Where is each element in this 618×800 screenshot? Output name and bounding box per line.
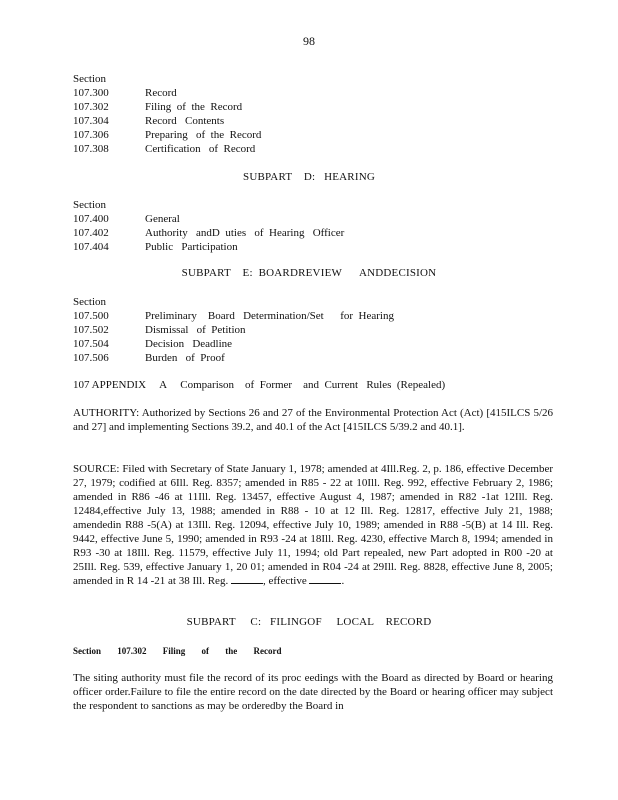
toc-title: Burden of Proof <box>145 352 225 364</box>
toc-num: 107.404 <box>73 241 109 253</box>
toc-row <box>73 226 344 240</box>
toc-num: 107.502 <box>73 324 109 336</box>
toc-section-label: Section <box>73 296 106 308</box>
toc-num: 107.306 <box>73 129 109 141</box>
source-paragraph <box>73 462 553 588</box>
section-heading-word: the <box>225 646 238 656</box>
toc-num: 107.308 <box>73 143 109 155</box>
toc-num: 107.304 <box>73 115 109 127</box>
subpart-e-heading: SUBPART E: BOARDREVIEW ANDDECISION <box>181 267 437 279</box>
page-number: 98 <box>303 34 315 48</box>
toc-num: 107.504 <box>73 338 109 350</box>
toc-title: Record <box>145 87 177 99</box>
toc-row <box>73 323 394 337</box>
toc-row <box>73 142 261 156</box>
toc-title: Decision Deadline <box>145 338 233 350</box>
toc-num: 107.402 <box>73 227 109 239</box>
section-heading <box>73 646 296 656</box>
toc-num: 107.500 <box>73 310 109 322</box>
toc-title: Preparing of the Record <box>145 129 262 141</box>
toc-title: Certification of Record <box>145 143 256 155</box>
section-heading-word: Record <box>253 646 282 656</box>
blank-underline <box>309 574 341 584</box>
section-heading-label: Section <box>73 646 101 656</box>
toc-subpart-d <box>73 198 344 254</box>
toc-title: Record Contents <box>145 115 225 127</box>
toc-title: Dismissal of Petition <box>145 324 246 336</box>
toc-row <box>73 337 394 351</box>
toc-row <box>73 309 394 323</box>
toc-title: Filing of the Record <box>145 101 243 113</box>
toc-section-label: Section <box>73 73 106 85</box>
subpart-d-heading: SUBPART D: HEARING <box>243 171 375 183</box>
toc-subpart-e <box>73 295 394 365</box>
toc-row <box>73 114 261 128</box>
section-heading-word: of <box>201 646 210 656</box>
source-text: SOURCE: Filed with Secretary of State January 1, 1978; amended at 4Ill.Reg. 2, p. 186, effective December 27, 1979; codified at 6Ill. Reg. 8357; amended in R85 - 22 at 10Ill. Reg. 992, effective February 2, 1986; amended in R86 -46 at 11Ill. Reg. 13457, effective August 4, 1987; amended in R82 -1at 12Ill. Reg. 12484,effective July 13, 1988; amended in R88 - 10 at 12 Ill. Reg. 12817, effective July 21, 1988; amendedin R88 -5(A) at 13Ill. Reg. 12094, effective July 10, 1989; amended in R88 -5(B) at 14 Ill. Reg. 9442, effective June 5, 1990; amended in R93 -24 at 18Ill. Reg. 4230, effective March 8, 1994; amended in R93 -30 at 18Ill. Reg. 11579, effective July 11, 1994; old Part repealed, new Part adopted in R00 -20 at 25Ill. Reg. 539, effective January 1, 20 01; amended in R04 -24 at 29Ill. Reg. 8828, effective June 8, 2005; amended in R 14 -21 at 38 Ill. Reg. <box>73 463 553 587</box>
subpart-c-heading: SUBPART C: FILINGOF LOCAL RECORD <box>186 616 432 628</box>
toc-row <box>73 128 261 142</box>
toc-row <box>73 212 344 226</box>
toc-section-label: Section <box>73 199 106 211</box>
toc-row <box>73 86 261 100</box>
body-paragraph: The siting authority must file the record of its proc eedings with the Board as directed by Board or hearing officer order.Failure to file the entire record on the date directed by the Board or hearing officer may subject the respondent to sanctions as may be orderedby the Board in <box>73 672 553 712</box>
toc-title: Preliminary Board Determination/Set for Hearing <box>145 310 394 322</box>
toc-num: 107.300 <box>73 87 109 99</box>
section-heading-word: Filing <box>162 646 186 656</box>
toc-num: 107.506 <box>73 352 109 364</box>
blank-underline <box>231 574 263 584</box>
authority-paragraph: AUTHORITY: Authorized by Sections 26 and 27 of the Environmental Protection Act (Act) [415ILCS 5/26 and 27] and implementing Sections 39.2, and 40.1 of the Act [415ILCS 5/39.2 and 40.1]. <box>73 407 553 433</box>
toc-title: General <box>145 213 180 225</box>
section-heading-number: 107.302 <box>117 646 147 656</box>
toc-row <box>73 351 394 365</box>
source-text-mid: , effective <box>262 575 310 587</box>
source-text-end: . <box>341 575 345 587</box>
toc-num: 107.302 <box>73 101 109 113</box>
toc-subpart-c <box>73 72 261 156</box>
toc-title: Public Participation <box>145 241 238 253</box>
appendix-line: 107 APPENDIX A Comparison of Former and Current Rules (Repealed) <box>73 379 446 391</box>
toc-row <box>73 240 344 254</box>
toc-num: 107.400 <box>73 213 109 225</box>
toc-title: Authority andD uties of Hearing Officer <box>145 227 345 239</box>
toc-row <box>73 100 261 114</box>
